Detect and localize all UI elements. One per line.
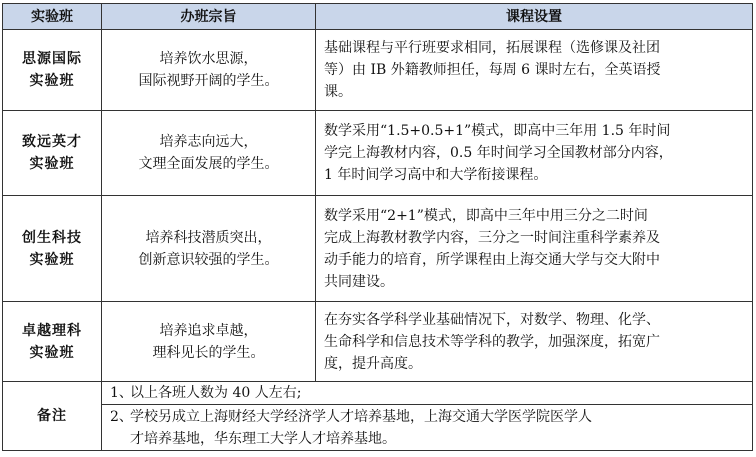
course-cell	[316, 302, 753, 382]
class-name-cell	[3, 302, 102, 382]
course-line: 基础课程与平行班要求相同，拓展课程（选修课及社团	[324, 40, 660, 56]
class-name-line: 思源国际	[22, 51, 82, 67]
class-name-line: 实验班	[29, 344, 75, 361]
course-line: 生命科学和信息技术等学科的教学，加强深度，拓宽广	[324, 333, 660, 350]
purpose-cell	[102, 302, 316, 382]
table-header-row	[3, 4, 753, 30]
course-line: 共同建设。	[324, 273, 394, 290]
note-index: 2、	[110, 408, 133, 425]
class-name-cell	[3, 30, 102, 111]
course-line: 等）由 IB 外籍教师担任，每周 6 课时左右，全英语授	[324, 62, 661, 78]
course-line: 动手能力的培育，所学课程由上海交通大学与交大附中	[324, 251, 660, 268]
table-row	[3, 30, 753, 111]
course-line: 在夯实各学科学业基础情况下，对数学、物理、化学、	[324, 311, 660, 328]
purpose-line: 培养志向远大，	[159, 134, 258, 150]
header-class: 实验班	[3, 4, 102, 30]
course-line: 学完上海教材内容，0.5 年时间学习全国教材部分内容，	[324, 145, 673, 161]
header-course: 课程设置	[316, 4, 753, 30]
course-line: 数学采用“2+1”模式，即高中三年中用三分之二时间	[324, 207, 648, 224]
course-line: 数学采用“1.5+0.5+1”模式，即高中三年用 1.5 年时间	[324, 123, 671, 139]
header-purpose: 办班宗旨	[102, 4, 316, 30]
notes-row	[3, 405, 753, 451]
class-name-line: 实验班	[29, 73, 75, 89]
class-name-line: 实验班	[29, 156, 75, 172]
purpose-line: 培养科技潜质突出，	[145, 229, 272, 246]
notes-label: 备注	[3, 382, 102, 451]
table-row	[3, 302, 753, 382]
class-name-line: 创生科技	[22, 229, 82, 246]
course-cell	[316, 111, 753, 196]
note-item	[102, 382, 753, 405]
note-item	[102, 405, 753, 451]
course-line: 课。	[324, 84, 352, 100]
note-line: 以上各班人数为 40 人左右;	[130, 385, 302, 401]
class-name-line: 致远英才	[22, 134, 82, 150]
table-row	[3, 196, 753, 302]
class-name-line: 实验班	[29, 251, 75, 268]
class-info-table-container	[2, 3, 752, 451]
course-line: 1 年时间学习高中和大学衔接课程。	[324, 167, 548, 183]
course-cell	[316, 30, 753, 111]
purpose-line: 理科见长的学生。	[152, 344, 265, 361]
course-cell	[316, 196, 753, 302]
class-name-cell	[3, 111, 102, 196]
note-line: 学校另成立上海财经大学经济学人才培养基地，上海交通大学医学院医学人	[130, 408, 592, 425]
note-index: 1、	[110, 385, 133, 401]
note-line: 才培养基地，华东理工大学人才培养基地。	[130, 430, 396, 447]
class-info-table	[2, 3, 753, 451]
purpose-line: 国际视野开阔的学生。	[138, 73, 279, 89]
purpose-line: 创新意识较强的学生。	[138, 251, 279, 268]
purpose-cell	[102, 196, 316, 302]
class-name-cell	[3, 196, 102, 302]
notes-row	[3, 382, 753, 405]
class-name-line: 卓越理科	[22, 322, 82, 339]
course-line: 度，提升高度。	[324, 355, 422, 372]
purpose-cell	[102, 111, 316, 196]
purpose-line: 培养追求卓越，	[159, 322, 258, 339]
course-line: 完成上海教材教学内容，三分之一时间注重科学素养及	[324, 229, 660, 246]
purpose-line: 文理全面发展的学生。	[138, 156, 279, 172]
purpose-cell	[102, 30, 316, 111]
table-row	[3, 111, 753, 196]
purpose-line: 培养饮水思源，	[159, 51, 258, 67]
